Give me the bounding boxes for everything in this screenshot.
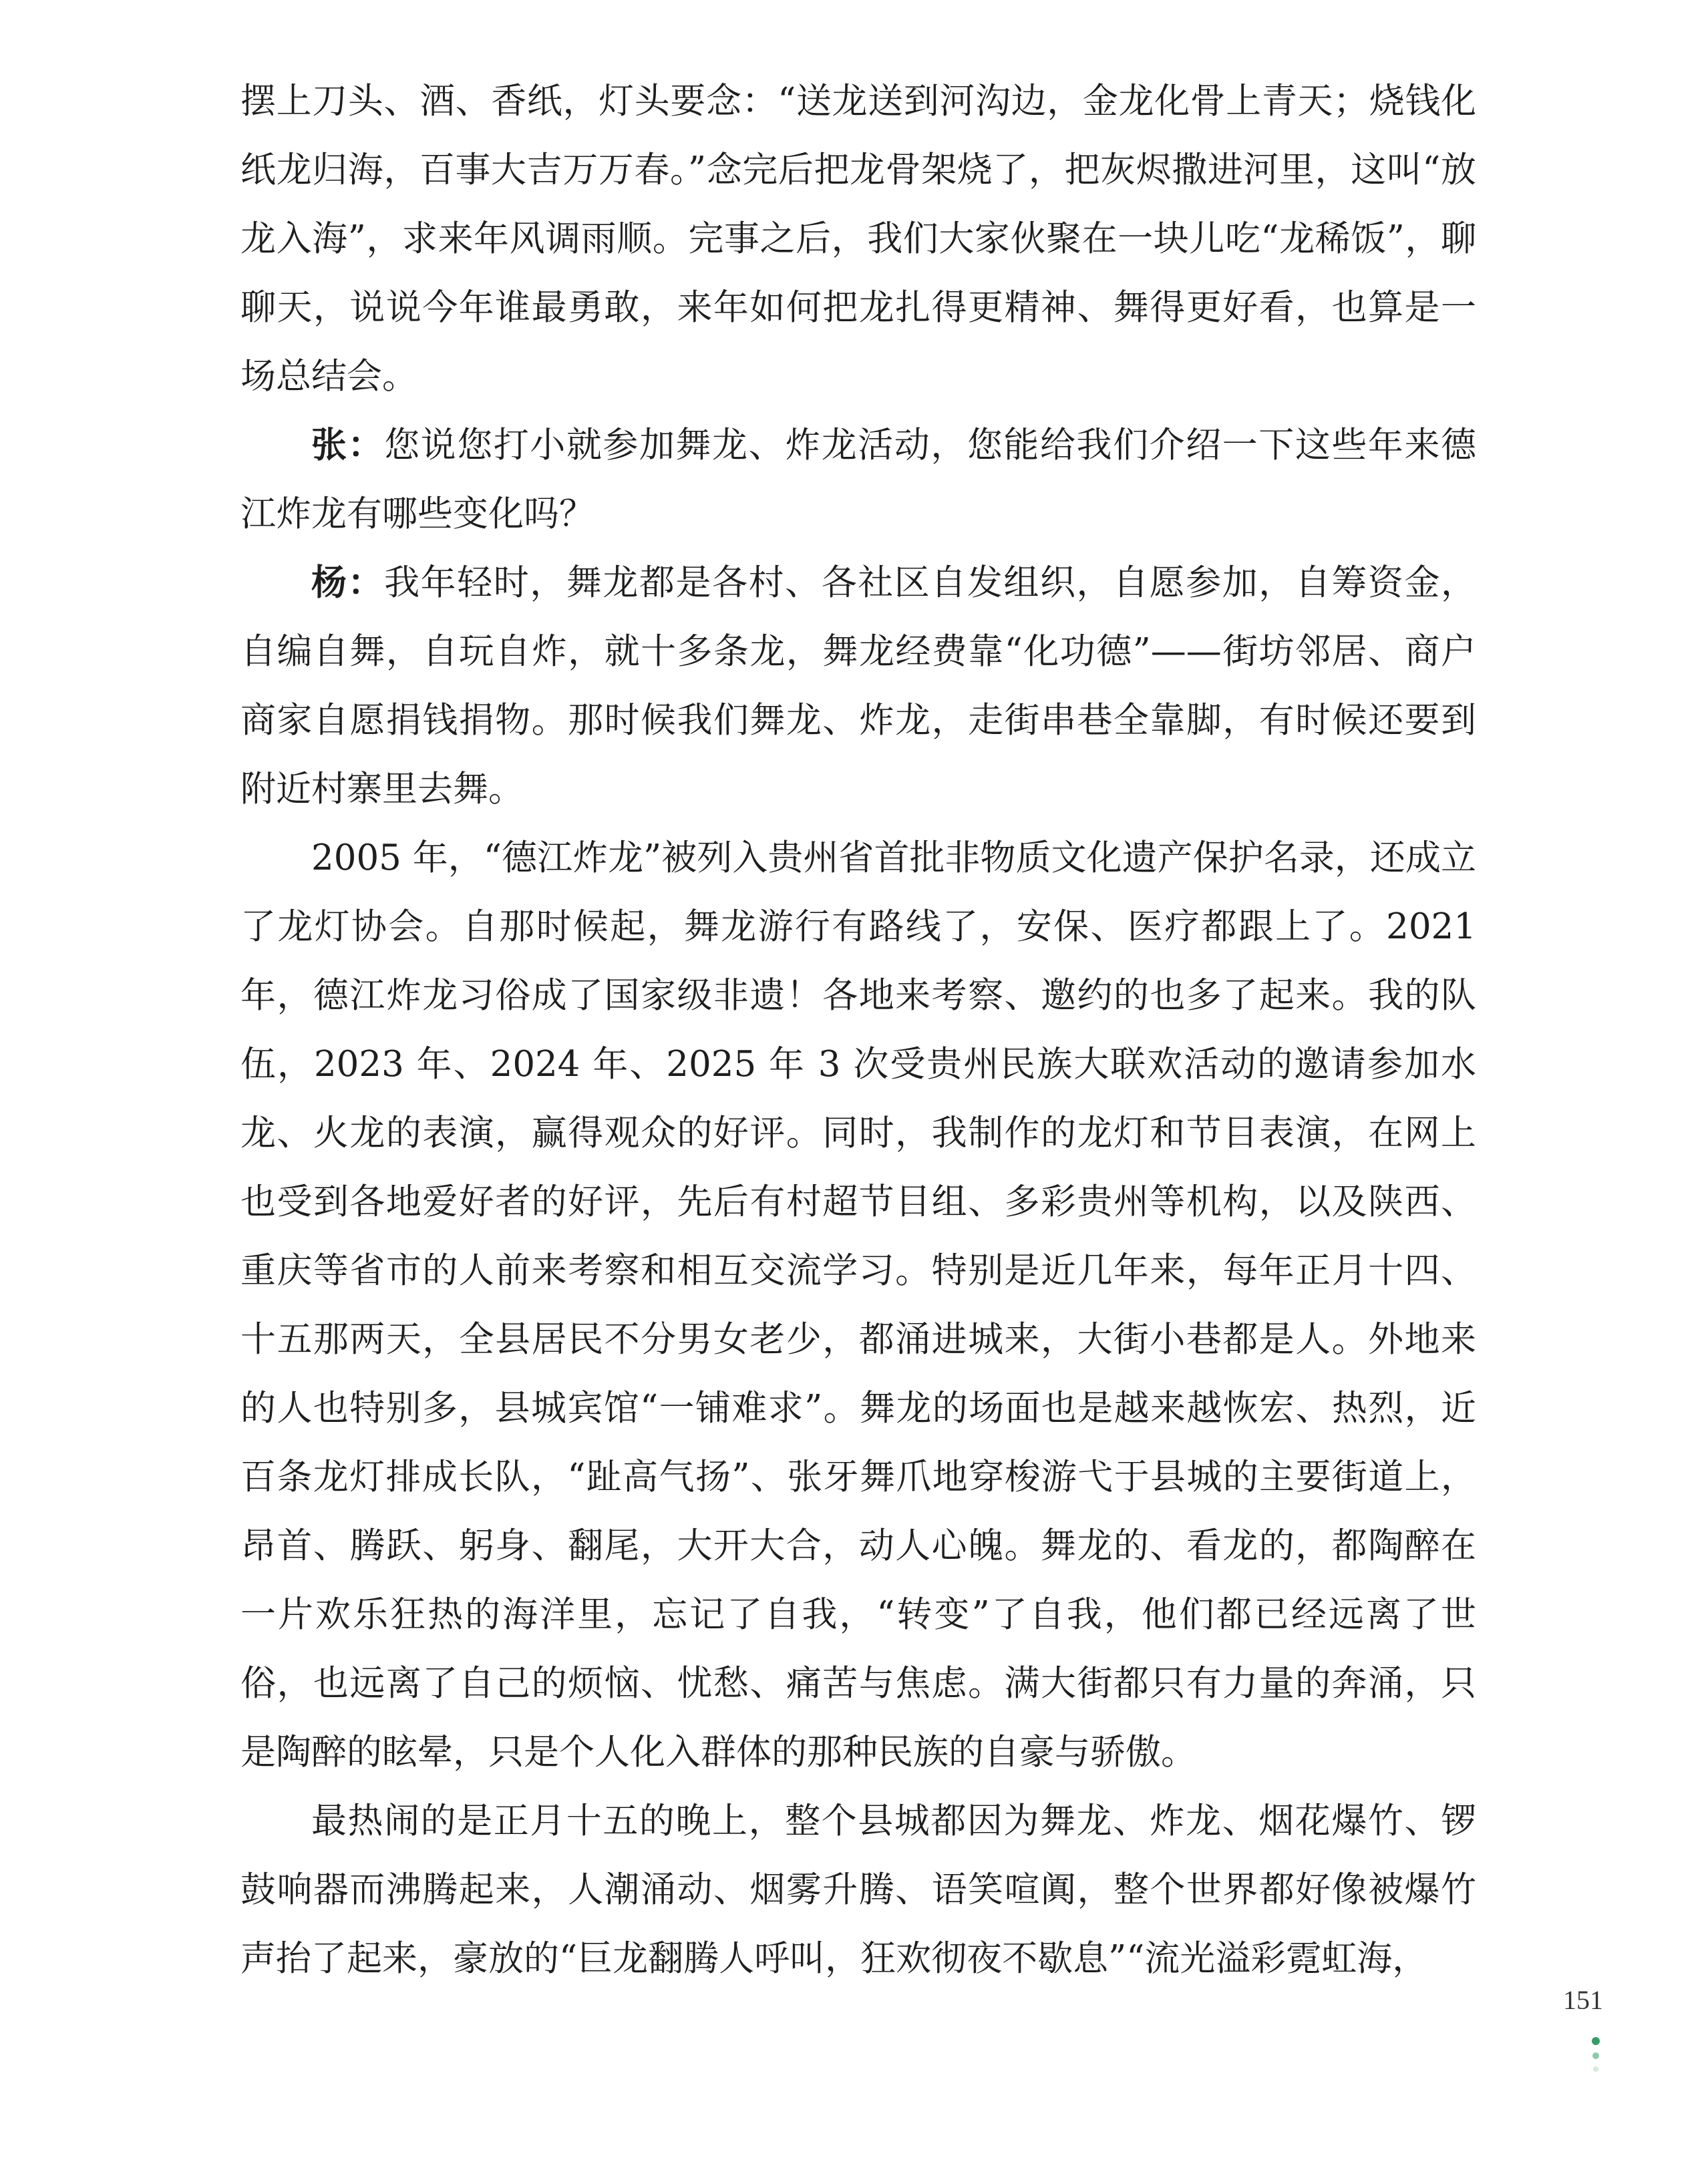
page-body <box>240 67 1476 1993</box>
paragraph-question <box>240 411 1476 548</box>
paragraph-text: 最热闹的是正月十五的晚上，整个县城都因为舞龙、炸龙、烟花爆竹、锣鼓响器而沸腾起来，人潮涌动、烟雾升腾、语笑喧阗，整个世界都好像被爆竹声抬了起来，豪放的“巨龙翻腾人呼叫，狂欢彻夜不歇息”“流光溢彩霓虹海， <box>240 1801 1476 1979</box>
paragraph-continued <box>240 67 1476 411</box>
paragraph-text: 2005 年，“德江炸龙”被列入贵州省首批非物质文化遗产保护名录，还成立了龙灯协会。自那时候起，舞龙游行有路线了，安保、医疗都跟上了。2021 年，德江炸龙习俗成了国家级非遗！各地来考察、邀约的也多了起来。我的队伍，2023 年、2024 年、2025 年 3 次受贵州民族大联欢活动的邀请参加水龙、火龙的表演，赢得观众的好评。同时，我制作的龙灯和节目表演，在网上也受到各地爱好者的好评，先后有村超节目组、多彩贵州等机构，以及陕西、重庆等省市的人前来考察和相互交流学习。特别是近几年来，每年正月十四、十五那两天，全县居民不分男女老少，都涌进城来，大街小巷都是人。外地来的人也特别多，县城宾馆“一铺难求”。舞龙的场面也是越来越恢宏、热烈，近百条龙灯排成长队，“趾高气扬”、张牙舞爪地穿梭游弋于县城的主要街道上，昂首、腾跃、躬身、翻尾，大开大合，动人心魄。舞龙的、看龙的，都陶醉在一片欢乐狂热的海洋里，忘记了自我，“转变”了自我，他们都已经远离了世俗，也远离了自己的烦恼、忧愁、痛苦与焦虑。满大街都只有力量的奔涌，只是陶醉的眩晕，只是个人化入群体的那种民族的自豪与骄傲。 <box>240 838 1476 1773</box>
decorative-dot <box>1593 2066 1598 2072</box>
speaker-label: 杨： <box>311 562 385 603</box>
decorative-dot <box>1592 2037 1600 2045</box>
paragraph-body <box>240 824 1476 1787</box>
speaker-label: 张： <box>311 425 385 466</box>
paragraph-text: 摆上刀头、酒、香纸，灯头要念：“送龙送到河沟边，金龙化骨上青天；烧钱化纸龙归海，百事大吉万万春。”念完后把龙骨架烧了，把灰烬撒进河里，这叫“放龙入海”，求来年风调雨顺。完事之后，我们大家伙聚在一块儿吃“龙稀饭”，聊聊天，说说今年谁最勇敢，来年如何把龙扎得更精神、舞得更好看，也算是一场总结会。 <box>240 81 1476 397</box>
page-number: 151 <box>1563 1985 1603 2015</box>
paragraph-answer <box>240 548 1476 824</box>
paragraph-text: 我年轻时，舞龙都是各村、各社区自发组织，自愿参加，自筹资金，自编自舞，自玩自炸，就十多条龙，舞龙经费靠“化功德”——街坊邻居、商户商家自愿捐钱捐物。那时候我们舞龙、炸龙，走街串巷全靠脚，有时候还要到附近村寨里去舞。 <box>240 562 1477 809</box>
paragraph-text: 您说您打小就参加舞龙、炸龙活动，您能给我们介绍一下这些年来德江炸龙有哪些变化吗？ <box>240 425 1477 534</box>
paragraph-body <box>240 1787 1476 1993</box>
decorative-dot <box>1592 2052 1599 2059</box>
